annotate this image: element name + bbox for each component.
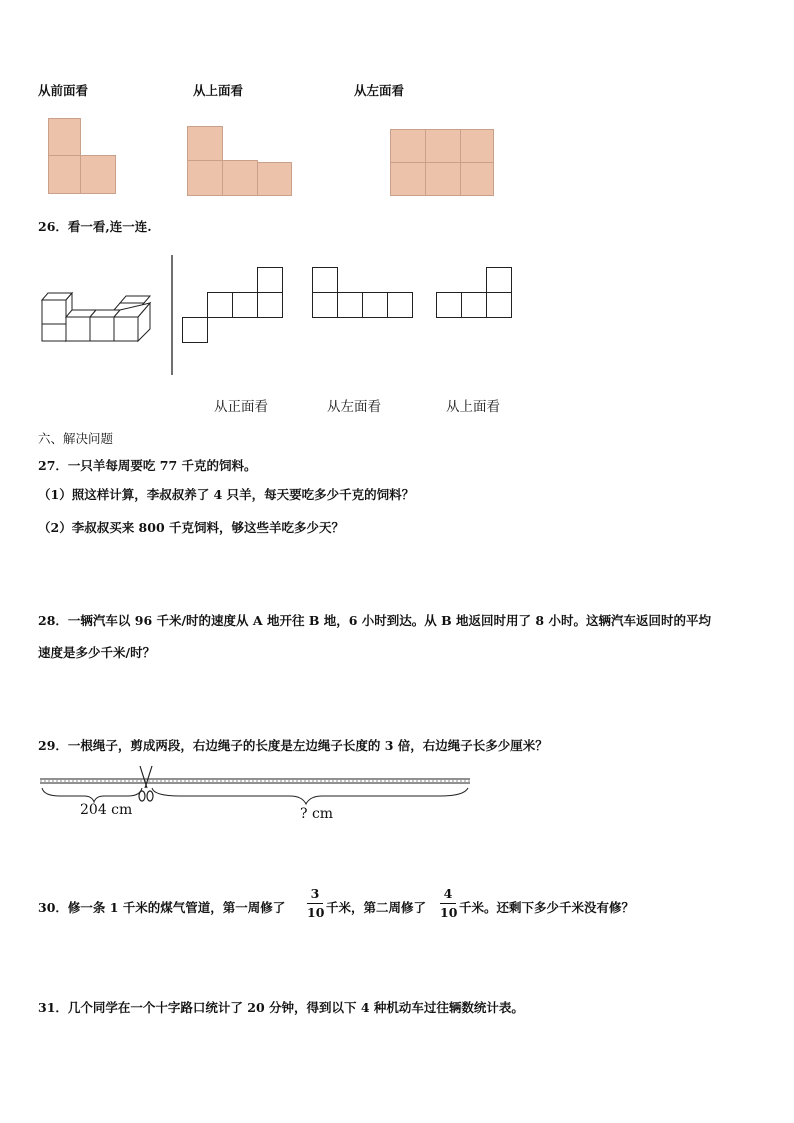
q26-title: 26．看一看,连一连.	[38, 219, 152, 234]
top-view-square	[187, 126, 223, 161]
grid-cell	[486, 292, 512, 318]
q28-line1: 28．一辆汽车以 96 千米/时的速度从 A 地开往 B 地，6 小时到达。从 B 地返回时用了 8 小时。这辆汽车返回时的平均	[38, 613, 711, 628]
view-label-above: 从上面看	[193, 83, 244, 98]
grid-cell	[362, 292, 388, 318]
grid-cell	[387, 292, 413, 318]
vertical-divider	[170, 255, 174, 375]
view-label-left: 从左面看	[354, 83, 405, 98]
top-view-square	[257, 162, 292, 196]
q26-label-left: 从左面看	[327, 399, 381, 415]
q30-text-part1: 30．修一条 1 千米的煤气管道，第一周修了	[38, 900, 286, 915]
left-view-square	[460, 129, 494, 163]
left-view-square	[390, 162, 426, 196]
left-view-square	[390, 129, 426, 163]
q29-left-length: 204 cm	[80, 802, 133, 818]
q27-title: 27．一只羊每周要吃 77 千克的饲料。	[38, 458, 257, 473]
q27-sub1: （1）照这样计算，李叔叔养了 4 只羊，每天要吃多少千克的饲料？	[38, 487, 415, 502]
view-label-front: 从前面看	[38, 83, 89, 98]
left-view-square	[425, 129, 461, 163]
q30-text-part3: 千米。还剩下多少千米没有修？	[459, 900, 635, 915]
q30-text-part2: 千米，第二周修了	[326, 900, 427, 915]
grid-cell	[232, 292, 258, 318]
grid-cell	[207, 292, 233, 318]
q29-title: 29．一根绳子，剪成两段，右边绳子的长度是左边绳子长度的 3 倍，右边绳子长多少厘米？	[38, 738, 548, 753]
grid-cell	[461, 292, 487, 318]
q28-line2: 速度是多少千米/时？	[38, 645, 156, 660]
q30-fraction-2-numerator: 4	[440, 888, 456, 904]
section-heading: 六、解决问题	[38, 431, 114, 446]
q26-label-above: 从上面看	[446, 399, 500, 415]
q29-right-length: ? cm	[300, 806, 334, 822]
top-view-square	[222, 160, 258, 196]
grid-cell	[486, 267, 512, 293]
q30-fraction-2-denominator: 10	[440, 904, 458, 920]
grid-cell	[436, 292, 462, 318]
front-view-square	[80, 155, 116, 194]
q30-fraction-2	[440, 888, 456, 919]
grid-cell	[312, 292, 338, 318]
grid-cell	[257, 292, 283, 318]
left-view-square	[425, 162, 461, 196]
grid-cell	[337, 292, 363, 318]
cube-solid-figure	[40, 290, 155, 345]
grid-cell	[182, 317, 208, 343]
q30-fraction-1-denominator: 10	[307, 904, 325, 920]
left-view-square	[460, 162, 494, 196]
top-view-square	[187, 160, 223, 196]
q31-title: 31．几个同学在一个十字路口统计了 20 分钟，得到以下 4 种机动车过往辆数统计表。	[38, 1000, 524, 1015]
front-view-square	[48, 118, 81, 156]
q30-fraction-1	[307, 888, 323, 919]
q26-label-front: 从正面看	[214, 399, 268, 415]
front-view-square	[48, 155, 81, 194]
grid-cell	[257, 267, 283, 293]
q27-sub2: （2）李叔叔买来 800 千克饲料，够这些羊吃多少天？	[38, 520, 344, 535]
q30-fraction-1-numerator: 3	[307, 888, 323, 904]
grid-cell	[312, 267, 338, 293]
